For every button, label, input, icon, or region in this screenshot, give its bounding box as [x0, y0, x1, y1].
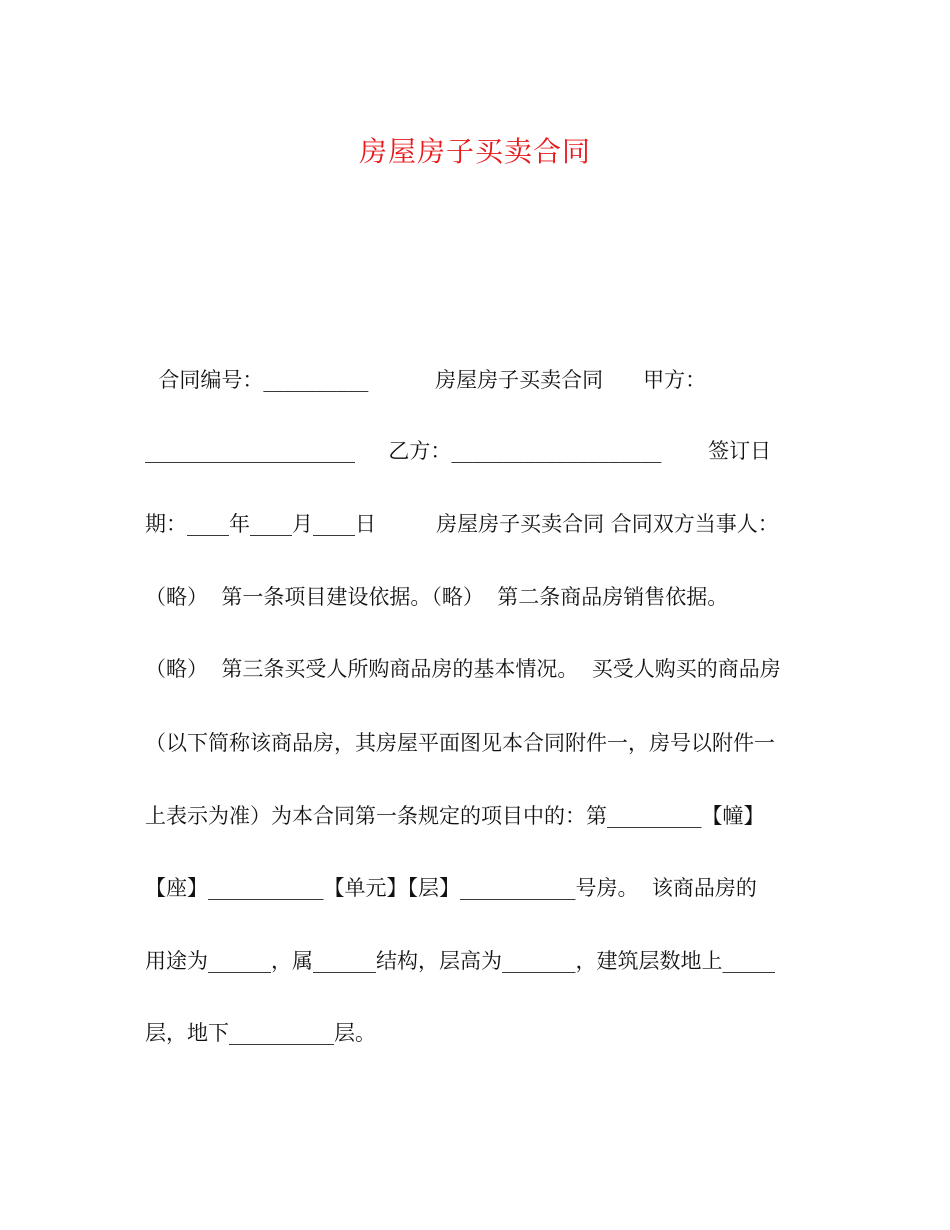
body-line: 【座】___________【单元】【层】___________号房。 该商品房的	[145, 876, 757, 900]
document-title: 房屋房子买卖合同	[358, 135, 591, 168]
body-line: 层，地下__________层。	[145, 1021, 376, 1045]
body-line: ____________________ 乙方：____________________ 签订日	[145, 439, 772, 463]
body-line: （以下简称该商品房，其房屋平面图见本合同附件一，房号以附件一	[145, 731, 775, 755]
body-line: （略） 第三条买受人所购商品房的基本情况。 买受人购买的商品房	[145, 657, 781, 681]
body-line: （略） 第一条项目建设依据。（略） 第二条商品房销售依据。	[145, 585, 729, 609]
body-line: 用途为______，属______结构，层高为_______，建筑层数地上_____	[145, 949, 775, 973]
body-line: 上表示为准）为本合同第一条规定的项目中的：第_________【幢】	[145, 804, 765, 828]
body-line: 期：____年____月____日 房屋房子买卖合同 合同双方当事人：	[145, 512, 779, 536]
body-line: 合同编号：__________ 房屋房子买卖合同 甲方：	[145, 368, 707, 392]
